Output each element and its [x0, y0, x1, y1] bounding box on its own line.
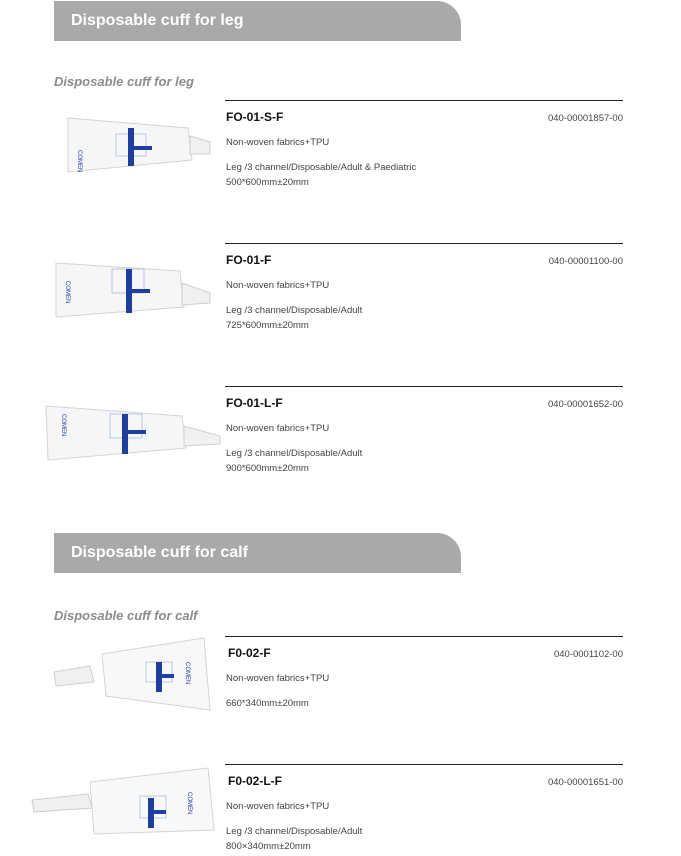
product-material: Non-woven fabrics+TPU — [226, 801, 330, 812]
product-ref: 040-00001100-00 — [548, 256, 623, 267]
divider — [225, 636, 623, 637]
product-material: Non-woven fabrics+TPU — [226, 137, 330, 148]
product-ref: 040-00001857-00 — [547, 113, 623, 124]
divider — [225, 243, 623, 244]
divider — [225, 764, 623, 765]
product-code: FO-01-S-F — [226, 110, 284, 124]
product-ref: 040-00001652-00 — [547, 399, 623, 410]
product-dimensions: 725*600mm±20mm — [226, 320, 309, 331]
product-description: Leg /3 channel/Disposable/Adult — [226, 448, 363, 459]
product-item — [0, 764, 681, 856]
product-item — [0, 100, 681, 220]
product-dimensions: 660*340mm±20mm — [226, 698, 309, 709]
product-item — [0, 636, 681, 756]
product-ref: 040-00001651-00 — [547, 777, 623, 788]
product-material: Non-woven fabrics+TPU — [226, 673, 330, 684]
product-dimensions: 800×340mm±20mm — [226, 841, 311, 852]
divider — [225, 100, 623, 101]
section-banner-calf: Disposable cuff for calf — [54, 533, 461, 573]
product-code: FO-01-F — [226, 253, 272, 267]
product-description: Leg /3 channel/Disposable/Adult — [226, 826, 363, 837]
brand-logo: COMEN — [64, 281, 70, 304]
product-item — [0, 386, 681, 506]
product-dimensions: 900*600mm±20mm — [226, 463, 309, 474]
product-material: Non-woven fabrics+TPU — [226, 280, 330, 291]
brand-logo: COMEN — [186, 792, 192, 815]
product-description: Leg /3 channel/Disposable/Adult — [226, 305, 363, 316]
section-subtitle-calf: Disposable cuff for calf — [54, 608, 198, 623]
product-ref: 040-0001102-00 — [553, 649, 623, 660]
brand-logo: COMEN — [60, 414, 66, 437]
brand-logo: COMEN — [76, 150, 82, 173]
product-description: Leg /3 channel/Disposable/Adult & Paediatric — [226, 162, 417, 173]
section-banner-leg: Disposable cuff for leg — [54, 1, 461, 41]
brand-logo: COMEN — [184, 662, 190, 685]
product-code: FO-01-L-F — [226, 396, 283, 410]
product-code: F0-02-L-F — [228, 774, 282, 788]
product-dimensions: 500*600mm±20mm — [226, 177, 309, 188]
divider — [225, 386, 623, 387]
product-code: F0-02-F — [228, 646, 271, 660]
section-subtitle-leg: Disposable cuff for leg — [54, 74, 194, 89]
product-material: Non-woven fabrics+TPU — [226, 423, 330, 434]
product-item — [0, 243, 681, 363]
